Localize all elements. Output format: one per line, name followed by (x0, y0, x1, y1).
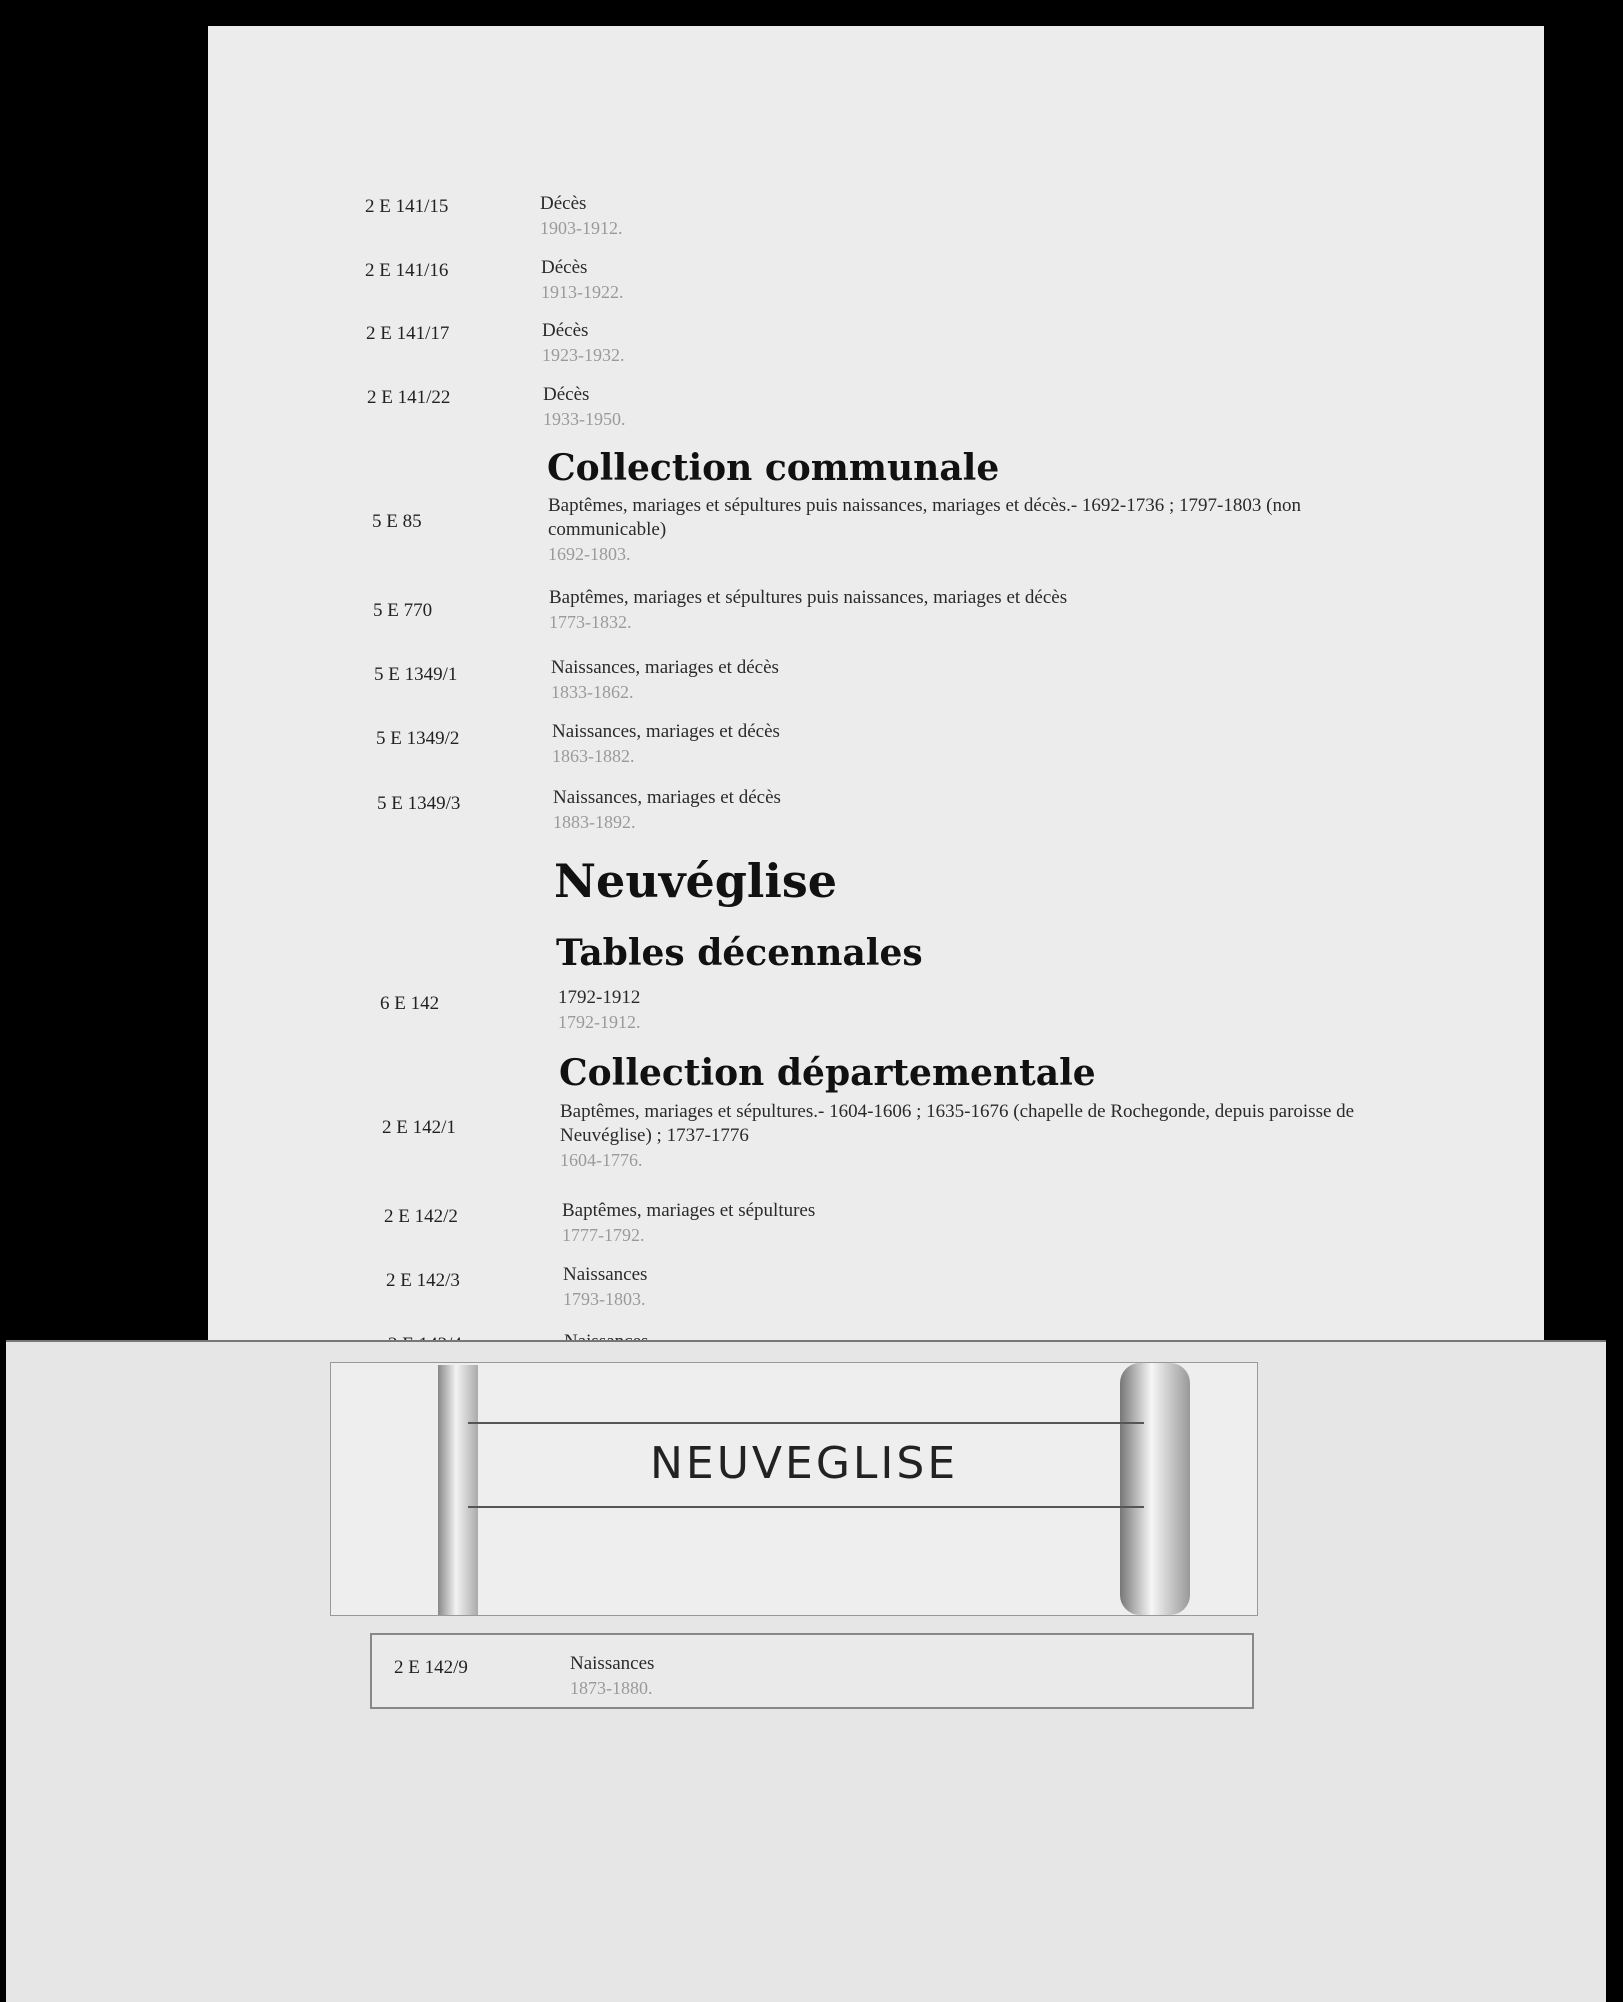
entry-title: Baptêmes, mariages et sépultures puis naissances, mariages et décès (549, 587, 1068, 608)
entry-cote: 2 E 142/3 (386, 1270, 460, 1291)
entry-dates: 1883-1892. (553, 812, 636, 832)
entry-cote: 2 E 141/16 (365, 260, 449, 281)
entry-cote: 5 E 85 (372, 511, 422, 532)
entry-title: Décès (541, 257, 588, 278)
entry-title: Naissances, mariages et décès (552, 721, 780, 742)
entry-dates: 1903-1912. (540, 218, 623, 238)
entry-dates: 1933-1950. (543, 409, 626, 429)
entry-dates: 1777-1792. (562, 1225, 645, 1245)
entry-title: Baptêmes, mariages et sépultures.- 1604-1606 ; 1635-1676 (chapelle de Rochegonde, depuis paroisse de Neuvéglise) ; 1737-1776 (560, 1101, 1355, 1146)
entry-title: Naissances, mariages et décès (551, 657, 779, 678)
bottom-entry-card (370, 1633, 1254, 1709)
entry-desc (540, 192, 623, 240)
entry-title: Décès (540, 193, 587, 214)
entry-desc (562, 1199, 815, 1247)
entry-desc (552, 720, 780, 768)
entry-dates: 1863-1882. (552, 746, 635, 766)
entry-title: Baptêmes, mariages et sépultures puis naissances, mariages et décès.- 1692-1736 ; 1797-1803 (non communicable) (548, 495, 1301, 540)
section-heading-departementale: Collection départementale (559, 1052, 1096, 1094)
entry-cote: 2 E 142/9 (394, 1657, 468, 1678)
entry-cote: 2 E 141/22 (367, 387, 451, 408)
entry-cote: 2 E 141/17 (366, 323, 450, 344)
entry-title: Naissances (570, 1653, 655, 1674)
entry-cote: 2 E 142/1 (382, 1117, 456, 1138)
entry-dates: 1873-1880. (570, 1678, 653, 1698)
entry-desc (570, 1652, 654, 1700)
entry-cote: 5 E 1349/3 (377, 793, 461, 814)
entry-title: 1792-1912 (558, 987, 641, 1008)
entry-desc (558, 986, 641, 1034)
town-heading: Neuvéglise (554, 854, 838, 908)
entry-title: Décès (542, 320, 589, 341)
entry-title: Baptêmes, mariages et sépultures (562, 1200, 816, 1221)
entry-cote: 2 E 142/2 (384, 1206, 458, 1227)
section-heading-tables: Tables décennales (556, 932, 923, 974)
entry-dates: 1604-1776. (560, 1150, 643, 1170)
entry-title: Naissances (563, 1264, 648, 1285)
entry-dates: 1833-1862. (551, 682, 634, 702)
entry-desc (551, 656, 779, 704)
entry-desc (549, 586, 1349, 634)
entry-desc (563, 1263, 647, 1311)
entry-dates: 1793-1803. (563, 1289, 646, 1309)
entry-desc (542, 319, 625, 367)
archive-page (208, 26, 1544, 1356)
entry-dates: 1923-1932. (542, 345, 625, 365)
entry-dates: 1773-1832. (549, 612, 632, 632)
entry-cote: 5 E 1349/1 (374, 664, 458, 685)
entry-desc (543, 383, 626, 431)
entry-desc (548, 494, 1348, 566)
entry-desc (553, 786, 781, 834)
entry-title: Naissances, mariages et décès (553, 787, 781, 808)
entry-cote: 5 E 770 (373, 600, 433, 621)
entry-cote: 2 E 141/15 (365, 196, 449, 217)
entry-dates: 1792-1912. (558, 1012, 641, 1032)
section-heading-communale: Collection communale (547, 447, 1000, 489)
entry-dates: 1692-1803. (548, 544, 631, 564)
entry-cote: 6 E 142 (380, 993, 440, 1014)
entry-cote: 5 E 1349/2 (376, 728, 460, 749)
entry-desc (541, 256, 624, 304)
entry-desc (560, 1100, 1360, 1172)
entry-title: Décès (543, 384, 590, 405)
handwritten-label: NEUVEGLISE (650, 1438, 959, 1489)
entry-dates: 1913-1922. (541, 282, 624, 302)
